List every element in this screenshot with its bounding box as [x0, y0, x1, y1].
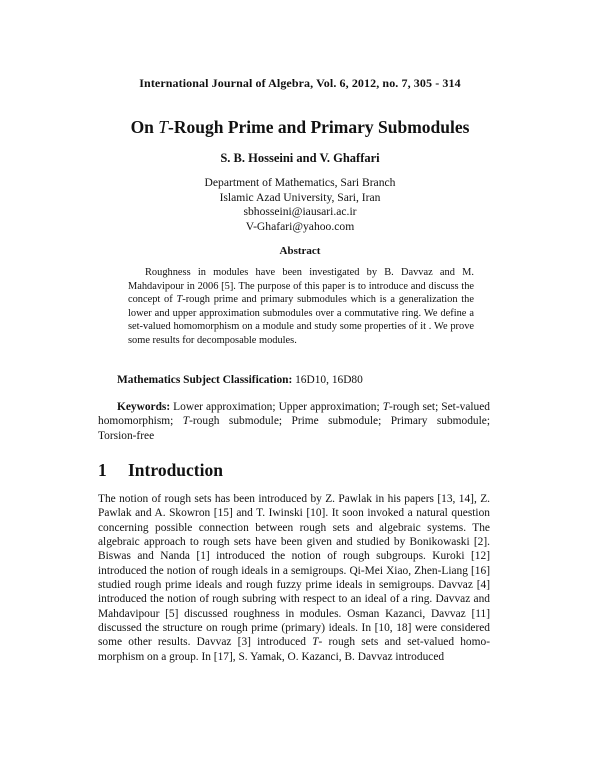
journal-citation: International Journal of Algebra, Vol. 6, 2012, no. 7, 305 - 314	[139, 76, 461, 90]
paper-title	[0, 117, 600, 138]
affiliation-university: Islamic Azad University, Sari, Iran	[219, 190, 381, 204]
msc-line	[117, 374, 497, 386]
introduction-text	[98, 492, 490, 664]
keywords-label: Keywords:	[117, 401, 171, 413]
abstract-text	[128, 266, 474, 348]
keywords-math-2: T	[182, 415, 190, 428]
affiliation	[0, 176, 600, 234]
abstract-text-part1: Roughness in modules have been investigated by B. Davvaz and M. Mahdavipour in 2006 [5]. The purpose of this paper is to introduce and discuss the concept of	[128, 267, 474, 306]
title-suffix: -Rough Prime and Primary Submodules	[168, 117, 470, 137]
intro-part2: - rough sets and set-valued homomorphism on a group. In [17], S. Yamak, O. Kazanci, B. Davvaz introduced	[98, 636, 490, 663]
keywords-part3: -rough submodule; Prime submodule; Primary submodule; Torsion-free	[98, 415, 490, 442]
section-title: Introduction	[128, 460, 223, 480]
msc-value: 16D10, 16D80	[292, 374, 363, 386]
keywords-math-1: T	[382, 401, 390, 413]
keywords-part2: -rough set; Set-valued homomorphism;	[98, 401, 491, 428]
keywords	[98, 400, 490, 443]
abstract-heading: Abstract	[279, 245, 321, 257]
affiliation-department: Department of Mathematics, Sari Branch	[204, 176, 396, 189]
intro-math-symbol: T	[312, 636, 319, 649]
msc-label: Mathematics Subject Classification:	[117, 374, 293, 386]
abstract-math-symbol: T	[176, 294, 183, 306]
keywords-part1: Lower approximation; Upper approximation;	[170, 401, 383, 413]
author-email-2: V-Ghafari@yahoo.com	[245, 219, 355, 233]
title-math-symbol: T	[158, 117, 169, 137]
section-number: 1	[98, 460, 107, 480]
title-prefix: On	[130, 117, 159, 137]
section-heading	[98, 460, 223, 481]
intro-part1: The notion of rough sets has been introduced by Z. Pawlak in his papers [13, 14], Z. Pawlak and A. Skowron [15] and T. Iwinski [10]. It soon invoked a natural question concerning possible connection between rough sets and algebraic systems. The algebraic approach to rough sets have been given and studied by Bonikowaski [2]. Biswas and Nanda [1] introduced the notion of rough subgroups. Kuroki [12] introduced the notion of rough ideals in a semigroups. Qi-Mei Xiao, Zhen-Liang [16] studied rough prime ideals and rough fuzzy prime ideals in semigroups. Davvaz [4] introduced the notion of rough subring with respect to an ideal of a ring. Davvaz and Mahdavipour [5] discussed roughness in modules. Osman Kazanci, Davvaz [11] discussed the structure on rough prime (primary) ideals. In [10, 18] were considered some other results. Davvaz [3] introduced	[98, 493, 490, 649]
abstract-text-part2: -rough prime and primary submodules which is a generalization the lower and upper approximation submodules over a commutative ring. We define a set-valued homomorphism on a module and study some properties of it . We prove some results for decomposable modules.	[128, 294, 474, 346]
authors: S. B. Hosseini and V. Ghaffari	[220, 151, 380, 165]
author-email-1: sbhosseini@iausari.ac.ir	[243, 205, 357, 218]
